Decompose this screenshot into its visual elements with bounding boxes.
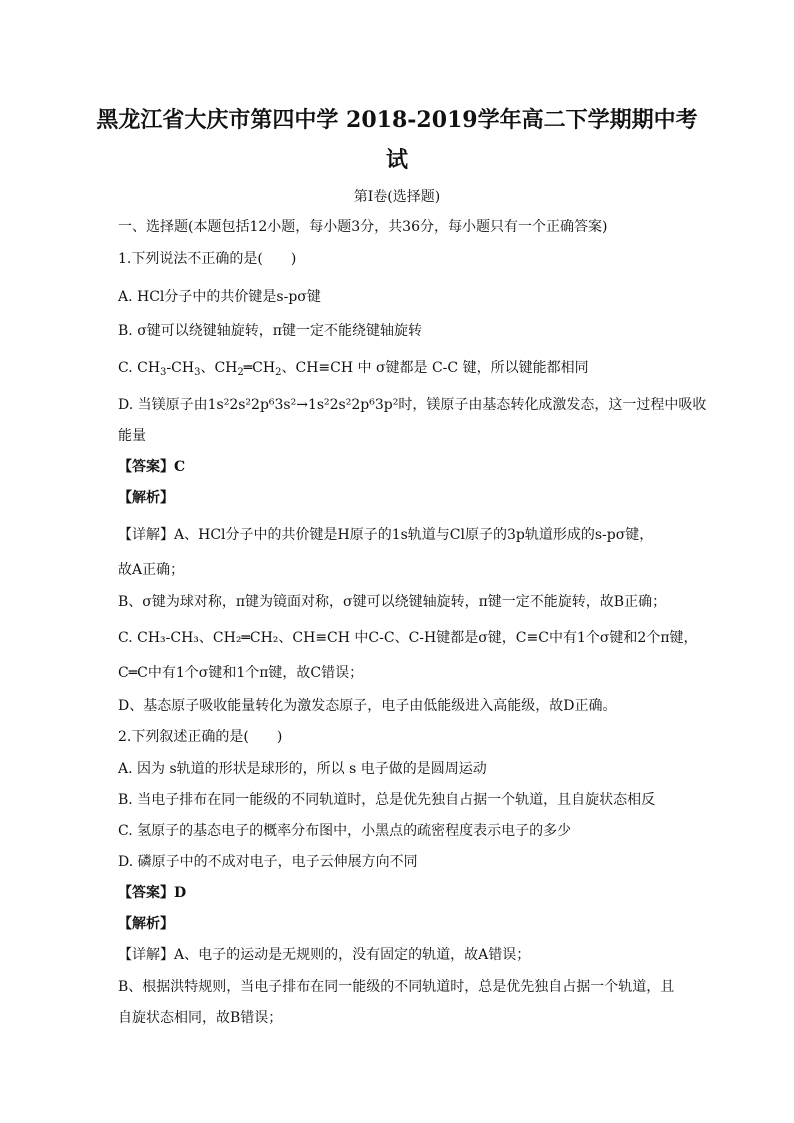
q2-option-c: C. 氢原子的基态电子的概率分布图中，小黑点的疏密程度表示电子的多少 — [118, 823, 572, 839]
q2-detail-line1: 【详解】A、电子的运动是无规则的，没有固定的轨道，故A错误； — [118, 947, 531, 963]
section-heading: 第Ⅰ卷(选择题) — [353, 189, 441, 205]
q1-detail-line2: 故A正确； — [118, 562, 185, 578]
q2-option-a: A. 因为 s轨道的形状是球形的，所以 s 电子做的是圆周运动 — [118, 761, 487, 777]
q1-analysis-label: 【解析】 — [118, 490, 174, 506]
q1-option-d-line1: D. 当镁原子由1s²2s²2p⁶3s²→1s²2s²2p⁶3p²时，镁原子由基态转化成激发态，这一过程中吸收 — [118, 397, 707, 413]
document-title-line1: 黑龙江省大庆市第四中学 2018-2019学年高二下学期期中考 — [96, 107, 698, 133]
q2-option-d: D. 磷原子中的不成对电子，电子云伸展方向不同 — [118, 854, 418, 870]
document-title-line2: 试 — [385, 147, 408, 173]
q1-option-c-sub2: 3 — [194, 367, 201, 378]
q1-option-d-line2: 能量 — [118, 428, 146, 444]
q1-answer: 【答案】C — [118, 459, 186, 475]
q1-option-c-part3: 、CH — [200, 360, 238, 376]
q1-option-c-part5: 、CH≡CH 中 σ键都是 C-C 键，所以键能都相同 — [281, 360, 589, 376]
q1-option-c-part1: C. CH — [118, 360, 161, 376]
q1-detail-line6: D、基态原子吸收能量转化为激发态原子，电子由低能级进入高能级，故D正确。 — [118, 698, 617, 714]
q1-stem: 1.下列说法不正确的是( ) — [118, 251, 297, 267]
q1-option-c-sub1: 3 — [160, 367, 167, 378]
q1-detail-line4: C. CH₃-CH₃、CH₂═CH₂、CH≡CH 中C-C、C-H键都是σ键，C≡C中有1个σ键和2个π键， — [118, 630, 698, 646]
q1-detail-line3: B、σ键为球对称，π键为镜面对称，σ键可以绕键轴旋转，π键一定不能旋转，故B正确； — [118, 594, 667, 610]
q2-stem: 2.下列叙述正确的是( ) — [118, 729, 283, 745]
q1-option-c-part4: ═CH — [243, 360, 276, 376]
q1-detail-line1: 【详解】A、HCl分子中的共价键是H原子的1s轨道与Cl原子的3p轨道形成的s-pσ键， — [118, 527, 654, 543]
instructions: 一、选择题(本题包括12小题，每小题3分，共36分，每小题只有一个正确答案) — [118, 219, 608, 235]
q1-option-c-sub4: 2 — [275, 367, 282, 378]
q1-detail-line5: C═C中有1个σ键和1个π键，故C错误； — [118, 665, 364, 681]
q2-analysis-label: 【解析】 — [118, 916, 174, 932]
q1-option-c-sub3: 2 — [237, 367, 244, 378]
q1-option-c — [118, 359, 678, 377]
q2-answer: 【答案】D — [118, 885, 187, 901]
q1-option-a: A. HCl分子中的共价键是s-pσ键 — [118, 289, 321, 305]
q2-detail-line3: 自旋状态相同，故B错误； — [118, 1010, 283, 1026]
q1-option-b: B. σ键可以绕键轴旋转，π键一定不能绕键轴旋转 — [118, 323, 422, 339]
q2-detail-line2: B、根据洪特规则，当电子排布在同一能级的不同轨道时，总是优先独自占据一个轨道，且 — [118, 979, 675, 995]
q1-option-c-part2: -CH — [166, 360, 195, 376]
q2-option-b: B. 当电子排布在同一能级的不同轨道时，总是优先独自占据一个轨道，且自旋状态相反 — [118, 792, 656, 808]
